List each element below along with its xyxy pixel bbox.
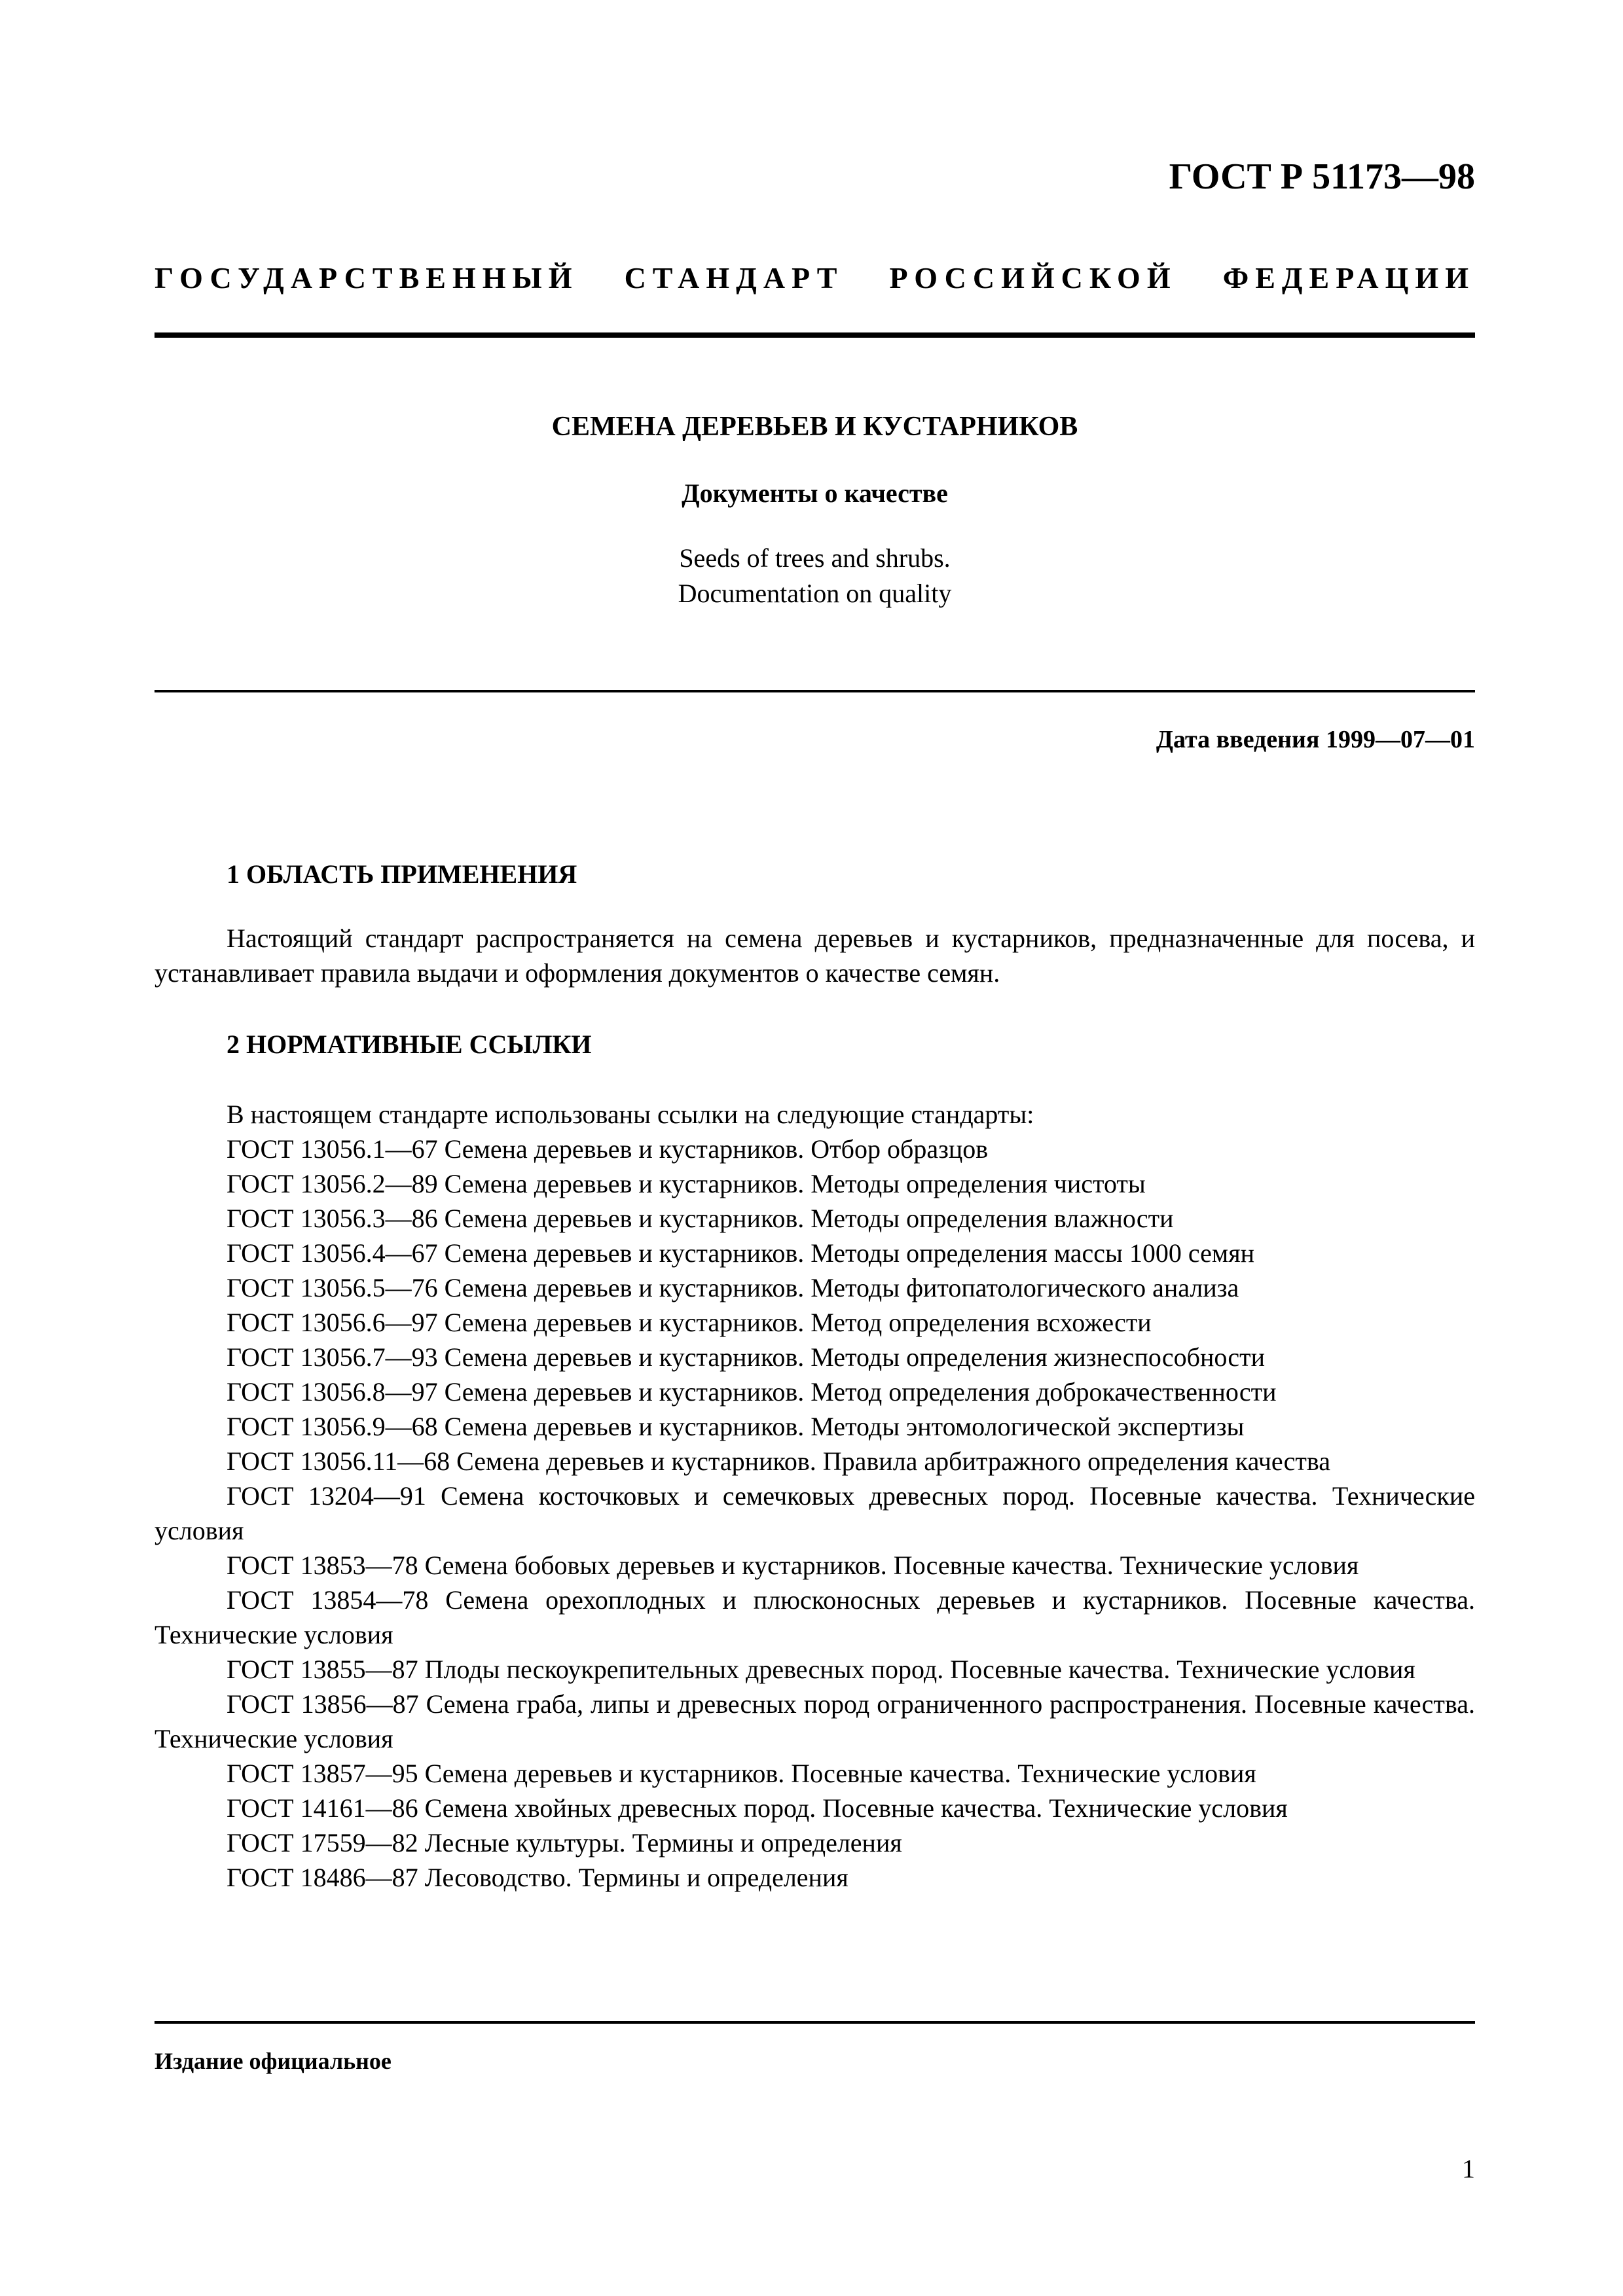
english-title-line: Documentation on quality <box>678 579 952 608</box>
english-title <box>155 541 1475 611</box>
reference-item: ГОСТ 13056.5—76 Семена деревьев и кустарников. Методы фитопатологического анализа <box>227 1273 1239 1302</box>
reference-item: ГОСТ 13056.3—86 Семена деревьев и кустарников. Методы определения влажности <box>227 1204 1174 1233</box>
document-subtitle: Документы о качестве <box>682 478 948 508</box>
state-banner-word: РОССИЙСКОЙ <box>889 261 1177 295</box>
reference-item: ГОСТ 13056.8—97 Семена деревьев и кустарников. Метод определения доброкачественности <box>227 1377 1277 1407</box>
introduction-date: Дата введения 1999—07—01 <box>1156 726 1475 753</box>
footer-rule <box>155 2021 1475 2024</box>
english-title-line: Seeds of trees and shrubs. <box>679 543 951 573</box>
state-banner <box>155 260 1475 295</box>
section-2-heading: 2 НОРМАТИВНЫЕ ССЫЛКИ <box>227 1030 592 1059</box>
normative-references <box>155 1097 1475 1895</box>
reference-item: ГОСТ 13056.7—93 Семена деревьев и кустарников. Методы определения жизнеспособности <box>227 1342 1266 1372</box>
reference-item: ГОСТ 13056.11—68 Семена деревьев и кустарников. Правила арбитражного определения качества <box>227 1446 1330 1476</box>
document-title: СЕМЕНА ДЕРЕВЬЕВ И КУСТАРНИКОВ <box>551 412 1078 442</box>
edition-label: Издание официальное <box>155 2048 392 2074</box>
header-rule <box>155 332 1475 338</box>
title-rule <box>155 690 1475 692</box>
reference-item: ГОСТ 17559—82 Лесные культуры. Термины и определения <box>227 1828 902 1857</box>
reference-item: ГОСТ 13855—87 Плоды пескоукрепительных древесных пород. Посевные качества. Технические условия <box>227 1655 1415 1684</box>
section-1-text: Настоящий стандарт распространяется на семена деревьев и кустарников, предназначенные для посева, и устанавливает правила выдачи и оформления документов о качестве семян. <box>155 924 1475 988</box>
reference-item: ГОСТ 13056.2—89 Семена деревьев и кустарников. Методы определения чистоты <box>227 1169 1146 1198</box>
reference-item: ГОСТ 13856—87 Семена граба, липы и древесных пород ограниченного распространения. Посевные качества. Технические условия <box>155 1689 1475 1753</box>
reference-item: ГОСТ 18486—87 Лесоводство. Термины и определения <box>227 1863 848 1892</box>
gost-number: ГОСТ Р 51173—98 <box>1169 156 1475 197</box>
reference-item: ГОСТ 13853—78 Семена бобовых деревьев и кустарников. Посевные качества. Технические условия <box>227 1551 1359 1580</box>
reference-item: ГОСТ 14161—86 Семена хвойных древесных пород. Посевные качества. Технические условия <box>227 1793 1288 1823</box>
reference-item: ГОСТ 13056.4—67 Семена деревьев и кустарников. Методы определения массы 1000 семян <box>227 1238 1255 1268</box>
reference-item: ГОСТ 13056.6—97 Семена деревьев и кустарников. Метод определения всхожести <box>227 1308 1152 1337</box>
references-intro: В настоящем стандарте использованы ссылки на следующие стандарты: <box>227 1100 1034 1129</box>
reference-item: ГОСТ 13204—91 Семена косточковых и семечковых древесных пород. Посевные качества. Технические условия <box>155 1481 1475 1545</box>
reference-item: ГОСТ 13857—95 Семена деревьев и кустарников. Посевные качества. Технические условия <box>227 1759 1256 1788</box>
reference-item: ГОСТ 13854—78 Семена орехоплодных и плюсконосных деревьев и кустарников. Посевные качества. Технические условия <box>155 1585 1475 1649</box>
reference-item: ГОСТ 13056.9—68 Семена деревьев и кустарников. Методы энтомологической экспертизы <box>227 1412 1245 1441</box>
page-number: 1 <box>1462 2154 1475 2183</box>
reference-item: ГОСТ 13056.1—67 Семена деревьев и кустарников. Отбор образцов <box>227 1134 989 1164</box>
state-banner-word: ГОСУДАРСТВЕННЫЙ <box>155 261 579 295</box>
state-banner-word: ФЕДЕРАЦИИ <box>1222 261 1475 295</box>
section-1-heading: 1 ОБЛАСТЬ ПРИМЕНЕНИЯ <box>227 859 577 889</box>
state-banner-word: СТАНДАРТ <box>624 261 844 295</box>
